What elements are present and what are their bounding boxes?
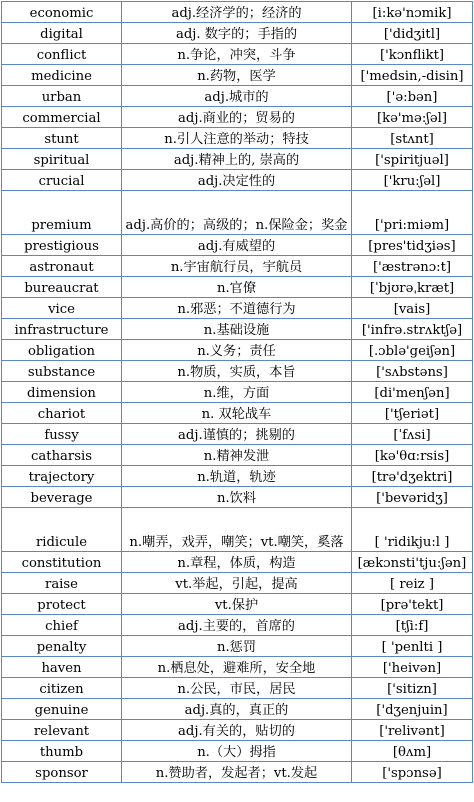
table-row	[2, 298, 473, 319]
phonetic-cell: ['pri:miəm]	[352, 191, 473, 235]
word-cell: crucial	[2, 170, 122, 191]
word-cell: protect	[2, 594, 122, 615]
table-row	[2, 762, 473, 783]
phonetic-cell: ['sʌbstəns]	[352, 361, 473, 382]
word-cell: infrastructure	[2, 319, 122, 340]
meaning-cell: adj.主要的，首席的	[122, 615, 352, 636]
table-row	[2, 720, 473, 741]
meaning-cell: n.维，方面	[122, 382, 352, 403]
phonetic-cell: [pres'tidʒiəs]	[352, 235, 473, 256]
phonetic-cell: [.ɔblə'geiʃən]	[352, 340, 473, 361]
table-row	[2, 23, 473, 44]
meaning-cell: n.轨道，轨迹	[122, 466, 352, 487]
table-row	[2, 594, 473, 615]
phonetic-cell: ['sitizn]	[352, 678, 473, 699]
table-row	[2, 319, 473, 340]
meaning-cell: n.争论，冲突，斗争	[122, 44, 352, 65]
meaning-cell: n.栖息处，避难所，安全地	[122, 657, 352, 678]
meaning-cell: n.章程，体质，构造	[122, 552, 352, 573]
phonetic-cell: [kə'θɑ:rsis]	[352, 445, 473, 466]
meaning-cell: vt.保护	[122, 594, 352, 615]
table-row	[2, 508, 473, 552]
word-cell: astronaut	[2, 256, 122, 277]
word-cell: spiritual	[2, 149, 122, 170]
phonetic-cell: ['kɔnflikt]	[352, 44, 473, 65]
table-row	[2, 615, 473, 636]
word-cell: genuine	[2, 699, 122, 720]
meaning-cell: vt.举起，引起，提高	[122, 573, 352, 594]
table-row	[2, 107, 473, 128]
word-cell: digital	[2, 23, 122, 44]
meaning-cell: adj.精神上的, 崇高的	[122, 149, 352, 170]
phonetic-cell: [θʌm]	[352, 741, 473, 762]
phonetic-cell: ['kru:ʃəl]	[352, 170, 473, 191]
table-row	[2, 235, 473, 256]
word-cell: commercial	[2, 107, 122, 128]
word-cell: conflict	[2, 44, 122, 65]
phonetic-cell: ['ə:bən]	[352, 86, 473, 107]
meaning-cell: adj.决定性的	[122, 170, 352, 191]
word-cell: economic	[2, 2, 122, 23]
meaning-cell: n. 双轮战车	[122, 403, 352, 424]
phonetic-cell: [i:kə'nɔmik]	[352, 2, 473, 23]
phonetic-cell: [ reiz ]	[352, 573, 473, 594]
word-cell: trajectory	[2, 466, 122, 487]
phonetic-cell: [ˈfʌsi]	[352, 424, 473, 445]
phonetic-cell: [prə'tekt]	[352, 594, 473, 615]
table-row	[2, 256, 473, 277]
vocabulary-table	[1, 1, 473, 783]
phonetic-cell: [stʌnt]	[352, 128, 473, 149]
word-cell: catharsis	[2, 445, 122, 466]
table-row	[2, 403, 473, 424]
word-cell: urban	[2, 86, 122, 107]
word-cell: citizen	[2, 678, 122, 699]
table-row	[2, 128, 473, 149]
word-cell: chief	[2, 615, 122, 636]
meaning-cell: adj.真的，真正的	[122, 699, 352, 720]
vocabulary-table-body	[2, 2, 473, 783]
meaning-cell: n.嘲弄，戏弄，嘲笑；vt.嘲笑，奚落	[122, 508, 352, 552]
meaning-cell: n.药物，医学	[122, 65, 352, 86]
phonetic-cell: ['medsin,-disin]	[352, 65, 473, 86]
phonetic-cell: ['bevəridʒ]	[352, 487, 473, 508]
word-cell: fussy	[2, 424, 122, 445]
meaning-cell: adj.城市的	[122, 86, 352, 107]
phonetic-cell: ['relivənt]	[352, 720, 473, 741]
table-row	[2, 170, 473, 191]
meaning-cell: n.精神发泄	[122, 445, 352, 466]
word-cell: thumb	[2, 741, 122, 762]
meaning-cell: n.物质，实质，本旨	[122, 361, 352, 382]
meaning-cell: n.邪恶；不道德行为	[122, 298, 352, 319]
phonetic-cell: [ˈbjʊrəˌkræt]	[352, 277, 473, 298]
word-cell: vice	[2, 298, 122, 319]
phonetic-cell: ['spiritjuəl]	[352, 149, 473, 170]
phonetic-cell: [ækɔnsti'tju:ʃən]	[352, 552, 473, 573]
phonetic-cell: [kə'mə:ʃəl]	[352, 107, 473, 128]
table-row	[2, 149, 473, 170]
table-row	[2, 678, 473, 699]
word-cell: stunt	[2, 128, 122, 149]
meaning-cell: n.引人注意的举动；特技	[122, 128, 352, 149]
phonetic-cell: ['heivən]	[352, 657, 473, 678]
meaning-cell: adj. 数字的；手指的	[122, 23, 352, 44]
meaning-cell: adj.谨慎的；挑剔的	[122, 424, 352, 445]
table-row	[2, 65, 473, 86]
word-cell: beverage	[2, 487, 122, 508]
table-row	[2, 552, 473, 573]
meaning-cell: n.宇宙航行员，宇航员	[122, 256, 352, 277]
word-cell: bureaucrat	[2, 277, 122, 298]
phonetic-cell: [ 'ridikju:l ]	[352, 508, 473, 552]
table-row	[2, 699, 473, 720]
word-cell: haven	[2, 657, 122, 678]
word-cell: penalty	[2, 636, 122, 657]
phonetic-cell: ['spɔnsə]	[352, 762, 473, 783]
table-row	[2, 340, 473, 361]
table-row	[2, 86, 473, 107]
phonetic-cell: [di'menʃən]	[352, 382, 473, 403]
table-row	[2, 445, 473, 466]
word-cell: chariot	[2, 403, 122, 424]
meaning-cell: n.惩罚	[122, 636, 352, 657]
phonetic-cell: ['didʒitl]	[352, 23, 473, 44]
table-row	[2, 2, 473, 23]
word-cell: dimension	[2, 382, 122, 403]
word-cell: substance	[2, 361, 122, 382]
meaning-cell: adj.有关的，贴切的	[122, 720, 352, 741]
meaning-cell: adj.商业的；贸易的	[122, 107, 352, 128]
meaning-cell: n.赞助者，发起者；vt.发起	[122, 762, 352, 783]
word-cell: premium	[2, 191, 122, 235]
table-row	[2, 466, 473, 487]
table-row	[2, 573, 473, 594]
meaning-cell: n.义务；责任	[122, 340, 352, 361]
meaning-cell: n.（大）拇指	[122, 741, 352, 762]
word-cell: raise	[2, 573, 122, 594]
phonetic-cell: ['tʃeriət]	[352, 403, 473, 424]
meaning-cell: n.公民，市民，居民	[122, 678, 352, 699]
meaning-cell: adj.经济学的；经济的	[122, 2, 352, 23]
phonetic-cell: [ 'penlti ]	[352, 636, 473, 657]
table-row	[2, 657, 473, 678]
table-row	[2, 487, 473, 508]
phonetic-cell: ['dʒenjuin]	[352, 699, 473, 720]
table-row	[2, 424, 473, 445]
word-cell: sponsor	[2, 762, 122, 783]
table-row	[2, 44, 473, 65]
phonetic-cell: ['infrə.strʌktʃə]	[352, 319, 473, 340]
word-cell: medicine	[2, 65, 122, 86]
meaning-cell: adj.高价的；高级的；n.保险金；奖金	[122, 191, 352, 235]
phonetic-cell: [tʃi:f]	[352, 615, 473, 636]
table-row	[2, 741, 473, 762]
phonetic-cell: [vais]	[352, 298, 473, 319]
meaning-cell: adj.有威望的	[122, 235, 352, 256]
phonetic-cell: [trə'dʒektri]	[352, 466, 473, 487]
word-cell: relevant	[2, 720, 122, 741]
table-row	[2, 636, 473, 657]
table-row	[2, 361, 473, 382]
phonetic-cell: ['æstrənɔ:t]	[352, 256, 473, 277]
table-row	[2, 191, 473, 235]
word-cell: obligation	[2, 340, 122, 361]
word-cell: ridicule	[2, 508, 122, 552]
word-cell: constitution	[2, 552, 122, 573]
meaning-cell: n.官僚	[122, 277, 352, 298]
meaning-cell: n.饮料	[122, 487, 352, 508]
meaning-cell: n.基础设施	[122, 319, 352, 340]
table-row	[2, 382, 473, 403]
table-row	[2, 277, 473, 298]
word-cell: prestigious	[2, 235, 122, 256]
